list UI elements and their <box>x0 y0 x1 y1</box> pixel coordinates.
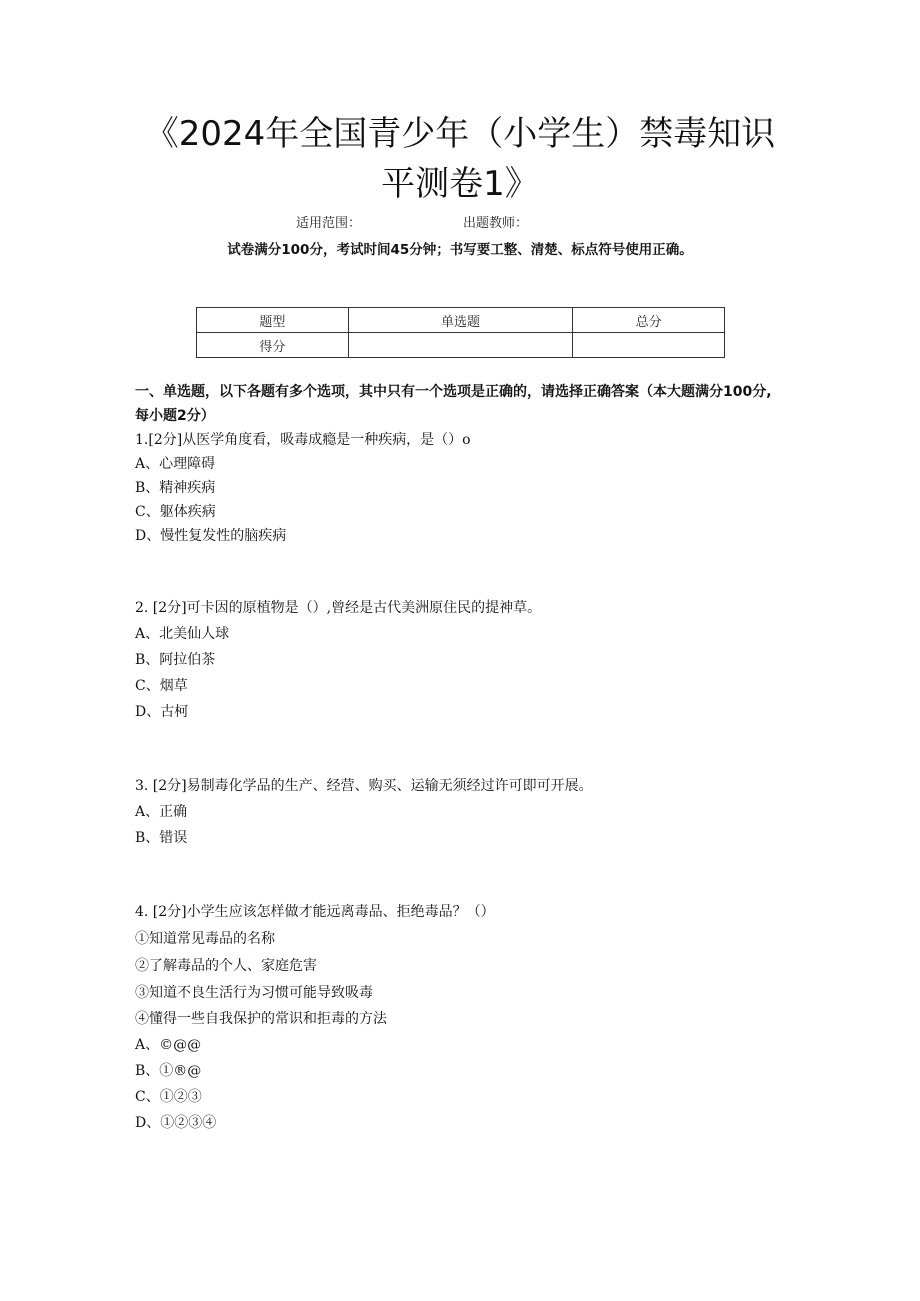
answer-option[interactable]: A、©@@ <box>135 1037 202 1053</box>
question-stem: 1.[2分]从医学角度看，吸毒成瘾是一种疾病，是（）o <box>135 432 471 448</box>
answer-option[interactable]: A、心理障碍 <box>135 456 216 472</box>
score-row-label: 得分 <box>197 333 349 358</box>
question-stem: 3. [2分]易制毒化学品的生产、经营、购买、运输无须经过许可即可开展。 <box>135 778 593 794</box>
scope-label: 适用范围： <box>296 216 362 231</box>
answer-option[interactable]: C、烟草 <box>135 678 188 694</box>
teacher-label: 出题教师： <box>463 216 529 231</box>
question-statement: ②了解毒品的个人、家庭危害 <box>135 958 317 974</box>
section-heading: 一、单选题，以下各题有多个选项，其中只有一个选项是正确的，请选择正确答案（本大题满分100分,每小题2分） <box>135 384 772 424</box>
score-table-header: 单选题 <box>348 308 573 333</box>
answer-option[interactable]: D、①②③④ <box>135 1115 217 1131</box>
exam-title-line-1: 《2024年全国青少年（小学生）禁毒知识 <box>144 114 776 154</box>
score-table-header-row <box>197 308 725 333</box>
exam-title-line-2: 平测卷1》 <box>381 164 539 204</box>
score-cell-single-choice[interactable] <box>348 333 573 358</box>
answer-option[interactable]: C、①②③ <box>135 1089 202 1105</box>
answer-option[interactable]: C、躯体疾病 <box>135 504 216 520</box>
question-statement: ④懂得一些自我保护的常识和拒毒的方法 <box>135 1011 387 1027</box>
answer-option[interactable]: B、阿拉伯茶 <box>135 652 216 668</box>
score-table <box>196 307 725 358</box>
question-stem: 4. [2分]小学生应该怎样做才能远离毒品、拒绝毒品？（） <box>135 904 495 920</box>
question-statement: ③知道不良生活行为习惯可能导致吸毒 <box>135 985 373 1001</box>
question-statement: ①知道常见毒品的名称 <box>135 931 275 947</box>
score-table-header: 题型 <box>197 308 349 333</box>
answer-option[interactable]: A、正确 <box>135 804 188 820</box>
score-table-header: 总分 <box>573 308 725 333</box>
score-cell-total[interactable] <box>573 333 725 358</box>
question-stem: 2. [2分]可卡因的原植物是（）,曾经是古代美洲原住民的提神草。 <box>135 600 542 616</box>
score-table-row <box>197 333 725 358</box>
answer-option[interactable]: B、①®@ <box>135 1063 202 1079</box>
answer-option[interactable]: D、慢性复发性的脑疾病 <box>135 528 287 544</box>
answer-option[interactable]: A、北美仙人球 <box>135 626 230 642</box>
exam-notice: 试卷满分100分，考试时间45分钟；书写要工整、清楚、标点符号使用正确。 <box>227 242 693 258</box>
answer-option[interactable]: D、古柯 <box>135 704 189 720</box>
answer-option[interactable]: B、错误 <box>135 830 188 846</box>
answer-option[interactable]: B、精神疾病 <box>135 480 216 496</box>
